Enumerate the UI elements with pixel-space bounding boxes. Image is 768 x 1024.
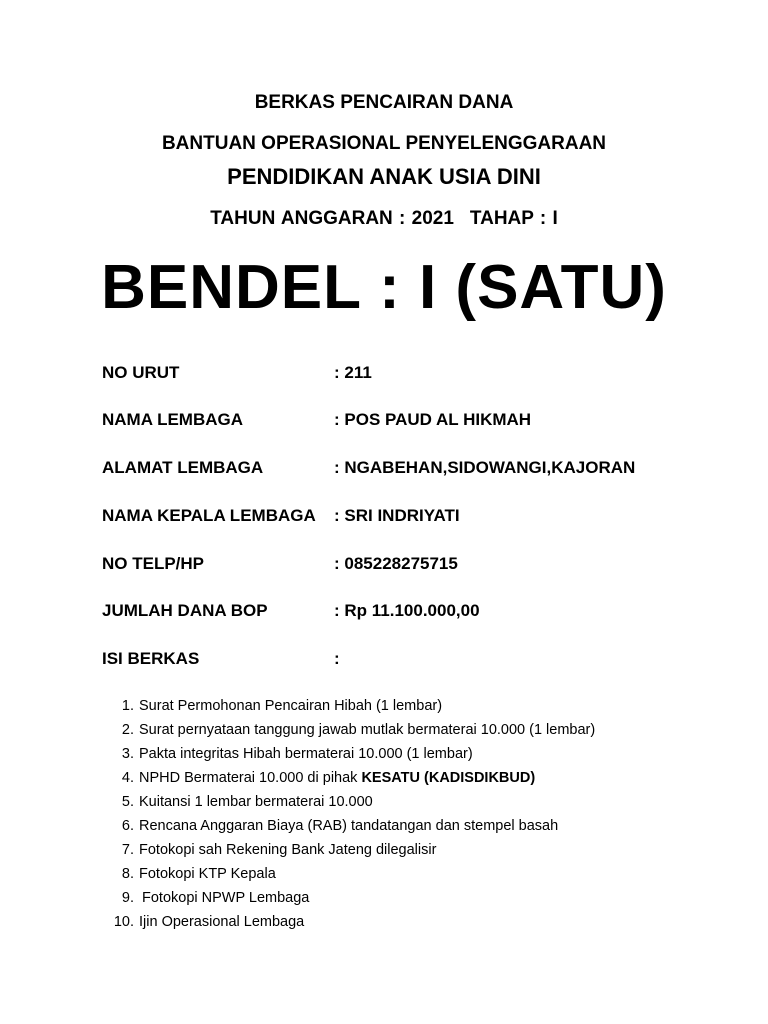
field-value: : 085228275715 — [334, 554, 458, 573]
list-item — [112, 886, 595, 910]
list-number: 8. — [121, 866, 134, 882]
list-text: Pakta integritas Hibah bermaterai 10.000 (1 lembar) — [139, 746, 473, 762]
list-number: 10. — [113, 914, 134, 930]
field-no-urut — [102, 363, 372, 383]
title-berkas-pencairan: BERKAS PENCAIRAN DANA — [254, 92, 514, 113]
field-value: : Rp 11.100.000,00 — [334, 601, 480, 620]
list-item — [112, 766, 595, 790]
list-number: 9. — [121, 890, 134, 906]
field-alamat-lembaga — [102, 458, 635, 478]
list-number: 3. — [121, 746, 134, 762]
list-text: Fotokopi sah Rekening Bank Jateng dilegalisir — [139, 842, 437, 858]
field-no-telp — [102, 554, 458, 574]
list-item — [112, 838, 595, 862]
list-number: 1. — [121, 698, 134, 714]
field-isi-berkas — [102, 649, 340, 669]
list-item — [112, 814, 595, 838]
bendel-heading: BENDEL : I (SATU) — [101, 253, 667, 322]
tahun-tahap-line — [0, 208, 768, 230]
field-value: : 211 — [334, 363, 372, 382]
title-paud: PENDIDIKAN ANAK USIA DINI — [227, 164, 541, 189]
list-text: Fotokopi NPWP Lembaga — [142, 890, 310, 906]
field-label: NAMA LEMBAGA — [102, 410, 244, 429]
field-value: : — [334, 649, 340, 668]
tahap: TAHAP : I — [469, 208, 558, 229]
list-text: Kuitansi 1 lembar bermaterai 10.000 — [139, 794, 373, 810]
list-number: 7. — [121, 842, 134, 858]
field-label: ISI BERKAS — [102, 649, 200, 668]
list-item — [112, 742, 595, 766]
berkas-list — [112, 694, 595, 934]
list-text: Rencana Anggaran Biaya (RAB) tandatangan dan stempel basah — [139, 818, 559, 834]
field-value: : NGABEHAN,SIDOWANGI,KAJORAN — [334, 458, 636, 477]
field-label: NO URUT — [102, 363, 180, 382]
list-text: Fotokopi KTP Kepala — [139, 866, 276, 882]
list-number: 5. — [121, 794, 134, 810]
list-item — [112, 910, 595, 934]
list-text: NPHD Bermaterai 10.000 di pihak — [139, 770, 362, 786]
field-label: NO TELP/HP — [102, 554, 205, 573]
field-label: JUMLAH DANA BOP — [102, 601, 268, 620]
field-nama-kepala — [102, 506, 460, 526]
list-item — [112, 718, 595, 742]
field-nama-lembaga — [102, 410, 531, 430]
field-jumlah-dana — [102, 601, 480, 621]
list-text: Surat pernyataan tanggung jawab mutlak bermaterai 10.000 (1 lembar) — [139, 722, 596, 738]
list-item — [112, 790, 595, 814]
list-number: 6. — [121, 818, 134, 834]
list-text-bold: KESATU (KADISDIKBUD) — [361, 770, 536, 786]
list-text: Surat Permohonan Pencairan Hibah (1 lembar) — [139, 698, 443, 714]
list-item — [112, 862, 595, 886]
tahun-anggaran: TAHUN ANGGARAN : 2021 — [210, 208, 454, 229]
list-text: Ijin Operasional Lembaga — [139, 914, 305, 930]
title-bantuan-operasional: BANTUAN OPERASIONAL PENYELENGGARAAN — [161, 133, 607, 154]
field-label: ALAMAT LEMBAGA — [102, 458, 264, 477]
field-label: NAMA KEPALA LEMBAGA — [102, 506, 316, 525]
field-value: : SRI INDRIYATI — [334, 506, 460, 525]
list-item — [112, 694, 595, 718]
list-number: 4. — [121, 770, 134, 786]
field-value: : POS PAUD AL HIKMAH — [334, 410, 532, 429]
list-number: 2. — [121, 722, 134, 738]
